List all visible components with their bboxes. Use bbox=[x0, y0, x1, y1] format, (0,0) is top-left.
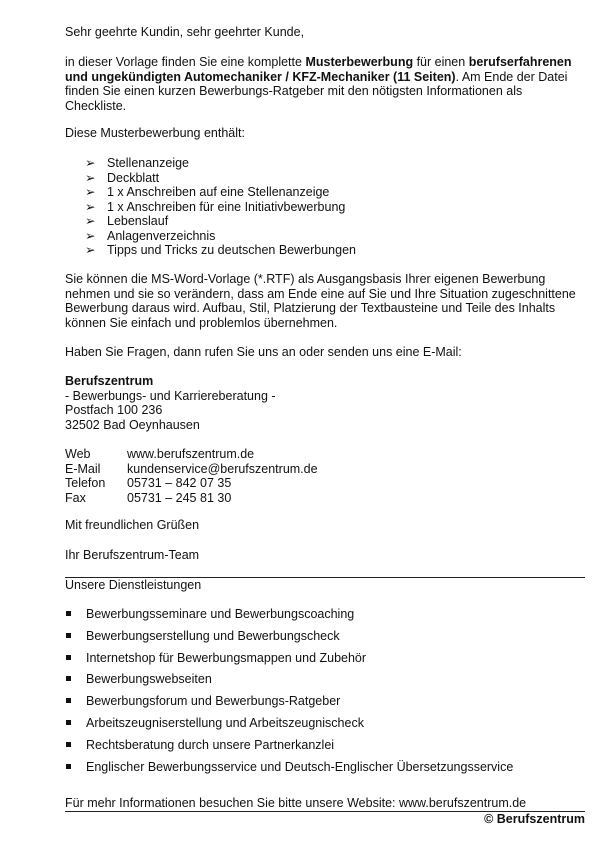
square-bullet-icon bbox=[66, 698, 71, 703]
contents-item-label: Tipps und Tricks zu deutschen Bewerbungen bbox=[107, 243, 356, 257]
org-city: 32502 Bad Oeynhausen bbox=[65, 417, 200, 432]
contact-value: kundenservice@berufszentrum.de bbox=[127, 461, 318, 476]
arrow-bullet-icon: ➢ bbox=[85, 214, 96, 228]
service-item-label: Rechtsberatung durch unsere Partnerkanzlei bbox=[86, 737, 335, 752]
service-item-label: Englischer Bewerbungsservice und Deutsch-Englischer Übersetzungsservice bbox=[86, 759, 514, 774]
contents-item-label: Anlagenverzeichnis bbox=[107, 228, 216, 243]
org-street: Postfach 100 236 bbox=[65, 403, 163, 417]
contact-value: 05731 – 842 07 35 bbox=[127, 476, 232, 490]
org-subtitle: - Bewerbungs- und Karriereberatung - bbox=[65, 388, 276, 403]
service-item bbox=[65, 738, 585, 760]
service-item bbox=[65, 694, 585, 716]
usage-paragraph: Sie können die MS-Word-Vorlage (*.RTF) als Ausgangsbasis Ihrer eigenen Bewerbung nehmen und sie so verändern, dass am Ende eine auf Sie und Ihre Situation zugeschnittene Bewerbung daraus wird. Aufbau, Stil, Platzierung der Textbausteine und Teile des Inhalts können Sie einfach und problemlos übernehmen. bbox=[65, 272, 576, 330]
contact-label: E-Mail bbox=[65, 461, 101, 476]
services-heading: Unsere Dienstleistungen bbox=[65, 578, 202, 592]
intro-paragraph bbox=[65, 55, 585, 113]
square-bullet-icon bbox=[66, 611, 71, 616]
contact-row bbox=[65, 447, 485, 462]
service-item bbox=[65, 716, 585, 738]
square-bullet-icon bbox=[66, 742, 71, 747]
contents-item bbox=[65, 185, 585, 200]
contact-row bbox=[65, 476, 485, 491]
contact-label: Telefon bbox=[65, 476, 106, 490]
service-item-label: Internetshop für Bewerbungsmappen und Zubehör bbox=[86, 650, 367, 665]
contents-item bbox=[65, 156, 585, 171]
arrow-bullet-icon: ➢ bbox=[85, 228, 96, 243]
contents-item-label: Stellenanzeige bbox=[107, 156, 190, 170]
intro-bold-1: Musterbewerbung bbox=[305, 55, 414, 69]
intro-bold-2: berufserfahrenen und ungekündigten Automechaniker / KFZ-Mechaniker (11 Seiten) bbox=[65, 55, 572, 84]
service-item-label: Bewerbungsforum und Bewerbungs-Ratgeber bbox=[86, 694, 341, 709]
arrow-bullet-icon: ➢ bbox=[85, 199, 96, 214]
contents-item bbox=[65, 243, 585, 258]
signature: Ihr Berufszentrum-Team bbox=[65, 548, 200, 562]
arrow-bullet-icon: ➢ bbox=[85, 243, 96, 257]
contents-item-label: 1 x Anschreiben für eine Initiativbewerbung bbox=[107, 199, 346, 214]
square-bullet-icon bbox=[66, 633, 71, 638]
contents-item-label: Deckblatt bbox=[107, 170, 160, 185]
contact-table bbox=[65, 447, 485, 505]
square-bullet-icon bbox=[66, 676, 71, 681]
arrow-bullet-icon: ➢ bbox=[85, 170, 96, 185]
copyright: © Berufszentrum bbox=[484, 812, 585, 826]
greeting: Sehr geehrte Kundin, sehr geehrter Kunde, bbox=[65, 25, 305, 39]
contents-heading: Diese Musterbewerbung enthält: bbox=[65, 126, 245, 140]
address-block bbox=[65, 374, 585, 432]
questions-line: Haben Sie Fragen, dann rufen Sie uns an oder senden uns eine E-Mail: bbox=[65, 345, 462, 359]
contact-row bbox=[65, 462, 485, 477]
services-list bbox=[65, 607, 585, 781]
closing: Mit freundlichen Grüßen bbox=[65, 518, 200, 532]
org-name: Berufszentrum bbox=[65, 374, 154, 388]
contact-label: Fax bbox=[65, 490, 86, 505]
service-item bbox=[65, 607, 585, 629]
intro-text-3: . Am Ende der Datei finden Sie einen kurzen Bewerbungs-Ratgeber mit den nötigsten Informationen als Checkliste. bbox=[65, 69, 568, 113]
intro-text-1: in dieser Vorlage finden Sie eine komplette bbox=[65, 55, 306, 69]
contact-label: Web bbox=[65, 447, 91, 461]
footer-text: Für mehr Informationen besuchen Sie bitte unsere Website: www.berufszentrum.de bbox=[65, 796, 527, 810]
service-item bbox=[65, 672, 585, 694]
contents-item-label: 1 x Anschreiben auf eine Stellenanzeige bbox=[107, 185, 330, 199]
service-item-label: Bewerbungserstellung und Bewerbungscheck bbox=[86, 628, 340, 643]
service-item-label: Arbeitszeugniserstellung und Arbeitszeugnischeck bbox=[86, 715, 364, 730]
service-item-label: Bewerbungsseminare und Bewerbungscoaching bbox=[86, 607, 355, 621]
contact-row bbox=[65, 491, 485, 506]
contents-item bbox=[65, 214, 585, 229]
contents-item bbox=[65, 229, 585, 244]
square-bullet-icon bbox=[66, 764, 71, 769]
contact-value: 05731 – 245 81 30 bbox=[127, 490, 232, 505]
square-bullet-icon bbox=[66, 655, 71, 660]
contact-value: www.berufszentrum.de bbox=[127, 447, 255, 461]
service-item bbox=[65, 651, 585, 673]
arrow-bullet-icon: ➢ bbox=[85, 185, 96, 199]
arrow-bullet-icon: ➢ bbox=[85, 156, 96, 170]
contents-item bbox=[65, 171, 585, 186]
contents-item bbox=[65, 200, 585, 215]
contents-list bbox=[65, 156, 585, 258]
service-item bbox=[65, 760, 585, 782]
service-item-label: Bewerbungswebseiten bbox=[86, 672, 212, 687]
contents-item-label: Lebenslauf bbox=[107, 214, 169, 228]
intro-text-2: für einen bbox=[413, 55, 469, 69]
square-bullet-icon bbox=[66, 720, 71, 725]
service-item bbox=[65, 629, 585, 651]
